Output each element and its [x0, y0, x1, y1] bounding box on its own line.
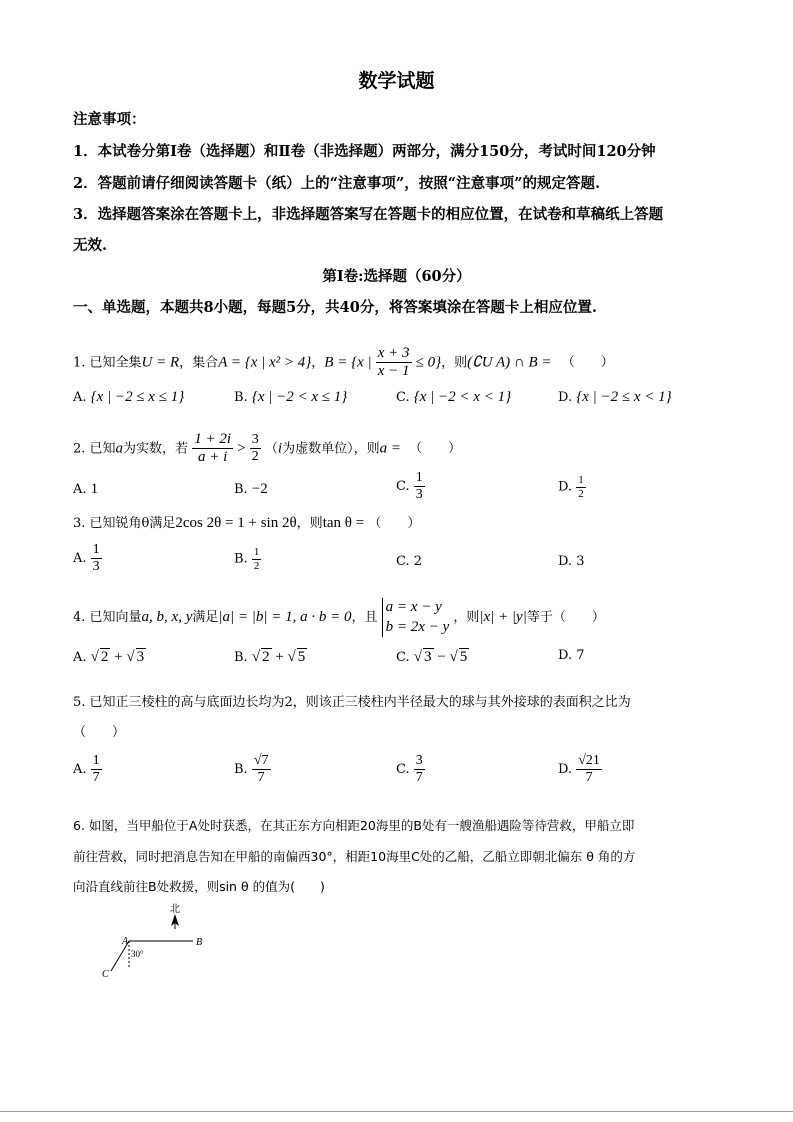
- question-4: 4. 已知向量a, b, x, y满足|a| = |b| = 1, a · b = 0，且 a = x − y b = 2x − y ，则|x| + |y|等于（ ）: [73, 598, 605, 637]
- q3-option-a[interactable]: A. $\frac{1}{3}$: [73, 542, 100, 575]
- notice-heading: 注意事项：: [73, 111, 146, 128]
- q4-option-d[interactable]: D. 7: [558, 648, 585, 663]
- question-6-line-3: 向沿直线前往B处救援，则sin θ 的值为( ): [73, 879, 325, 894]
- question-5: 5. 已知正三棱柱的高与底面边长均为2，则该正三棱柱内半径最大的球与其外接球的表面积之比为: [73, 695, 631, 710]
- angle-label: 30°: [131, 949, 144, 959]
- q1-option-c[interactable]: C. {x | −2 < x < 1}: [396, 389, 512, 405]
- q2-option-b[interactable]: B. −2: [234, 481, 268, 497]
- page-title: 数学试题: [358, 70, 435, 92]
- point-b-label: B: [196, 937, 203, 948]
- q5-option-d[interactable]: D. $\frac{√21}{7}$: [558, 753, 600, 786]
- q4-option-b[interactable]: B. √ 2 + √ 5: [234, 649, 306, 665]
- question-1: 1. 已知全集U = R，集合A = {x | x² > 4}，B = {x | $\frac{x + 3}{x - 1}$ ≤ 0}，则(∁U A) ∩ B = （ ）: [73, 345, 614, 380]
- q4-option-c[interactable]: C. √ 3 − √ 5: [396, 649, 468, 665]
- question-6-line-2: 前往营救，同时把消息告知在甲船的南偏西30°，相距10海里C处的乙船，乙船立即朝北偏东 θ 角的方: [73, 849, 636, 864]
- q1-option-d[interactable]: D. {x | −2 ≤ x < 1}: [558, 389, 672, 405]
- point-a-label: A: [122, 936, 129, 947]
- q3-option-d[interactable]: D. 3: [558, 554, 585, 569]
- question-3: 3. 已知锐角θ满足2cos 2θ = 1 + sin 2θ，则tan θ = （ ）: [73, 515, 421, 531]
- q4-option-a[interactable]: A. √ 2 + √ 3: [73, 649, 145, 665]
- page-bottom-rule: [0, 1111, 793, 1112]
- q2-option-a[interactable]: A. 1: [73, 481, 99, 497]
- q1-option-b[interactable]: B. {x | −2 < x ≤ 1}: [234, 389, 348, 405]
- q5-option-b[interactable]: B. $\frac{√7}{7}$: [234, 753, 269, 786]
- q3-option-b[interactable]: B. $\frac{1}{2}$: [234, 546, 260, 572]
- q2-option-c[interactable]: C. $\frac{1}{3}$: [396, 470, 423, 503]
- notice-line-3: 3．选择题答案涂在答题卡上，非选择题答案写在答题卡的相应位置，在试卷和草稿纸上答题: [73, 206, 664, 223]
- q5-option-a[interactable]: A. $\frac{1}{7}$: [73, 753, 100, 786]
- q2-option-d[interactable]: D. $\frac{1}{2}$: [558, 474, 584, 500]
- question-6-line-1: 6. 如图，当甲船位于A处时获悉，在其正东方向相距20海里的B处有一艘渔船遇险等待营救，甲船立即: [73, 818, 635, 833]
- notice-line-3-cont: 无效.: [73, 237, 108, 254]
- q5-option-c[interactable]: C. $\frac{3}{7}$: [396, 753, 423, 786]
- q1-option-a[interactable]: A. {x | −2 ≤ x ≤ 1}: [73, 389, 185, 405]
- question-5-blank: （ ）: [73, 725, 126, 740]
- point-c-label: C: [102, 969, 109, 980]
- notice-line-2: 2．答题前请仔细阅读答题卡（纸）上的“注意事项”，按照“注意事项”的规定答题.: [73, 175, 600, 192]
- navigation-diagram: [95, 900, 225, 985]
- part-heading: 一、单选题，本题共8小题，每题5分，共40分，将答案填涂在答题卡上相应位置.: [73, 299, 597, 316]
- q3-option-c[interactable]: C. 2: [396, 554, 423, 569]
- north-label: 北: [170, 904, 180, 915]
- notice-line-1: 1．本试卷分第Ⅰ卷（选择题）和Ⅱ卷（非选择题）两部分，满分150分，考试时间120分钟: [73, 143, 656, 160]
- section-title: 第Ⅰ卷:选择题（60分）: [322, 268, 471, 285]
- question-2: 2. 已知a为实数，若 $\frac{1 + 2i}{a + i}$ > $\frac{3}{2}$ （i为虚数单位），则a = （ ）: [73, 431, 462, 466]
